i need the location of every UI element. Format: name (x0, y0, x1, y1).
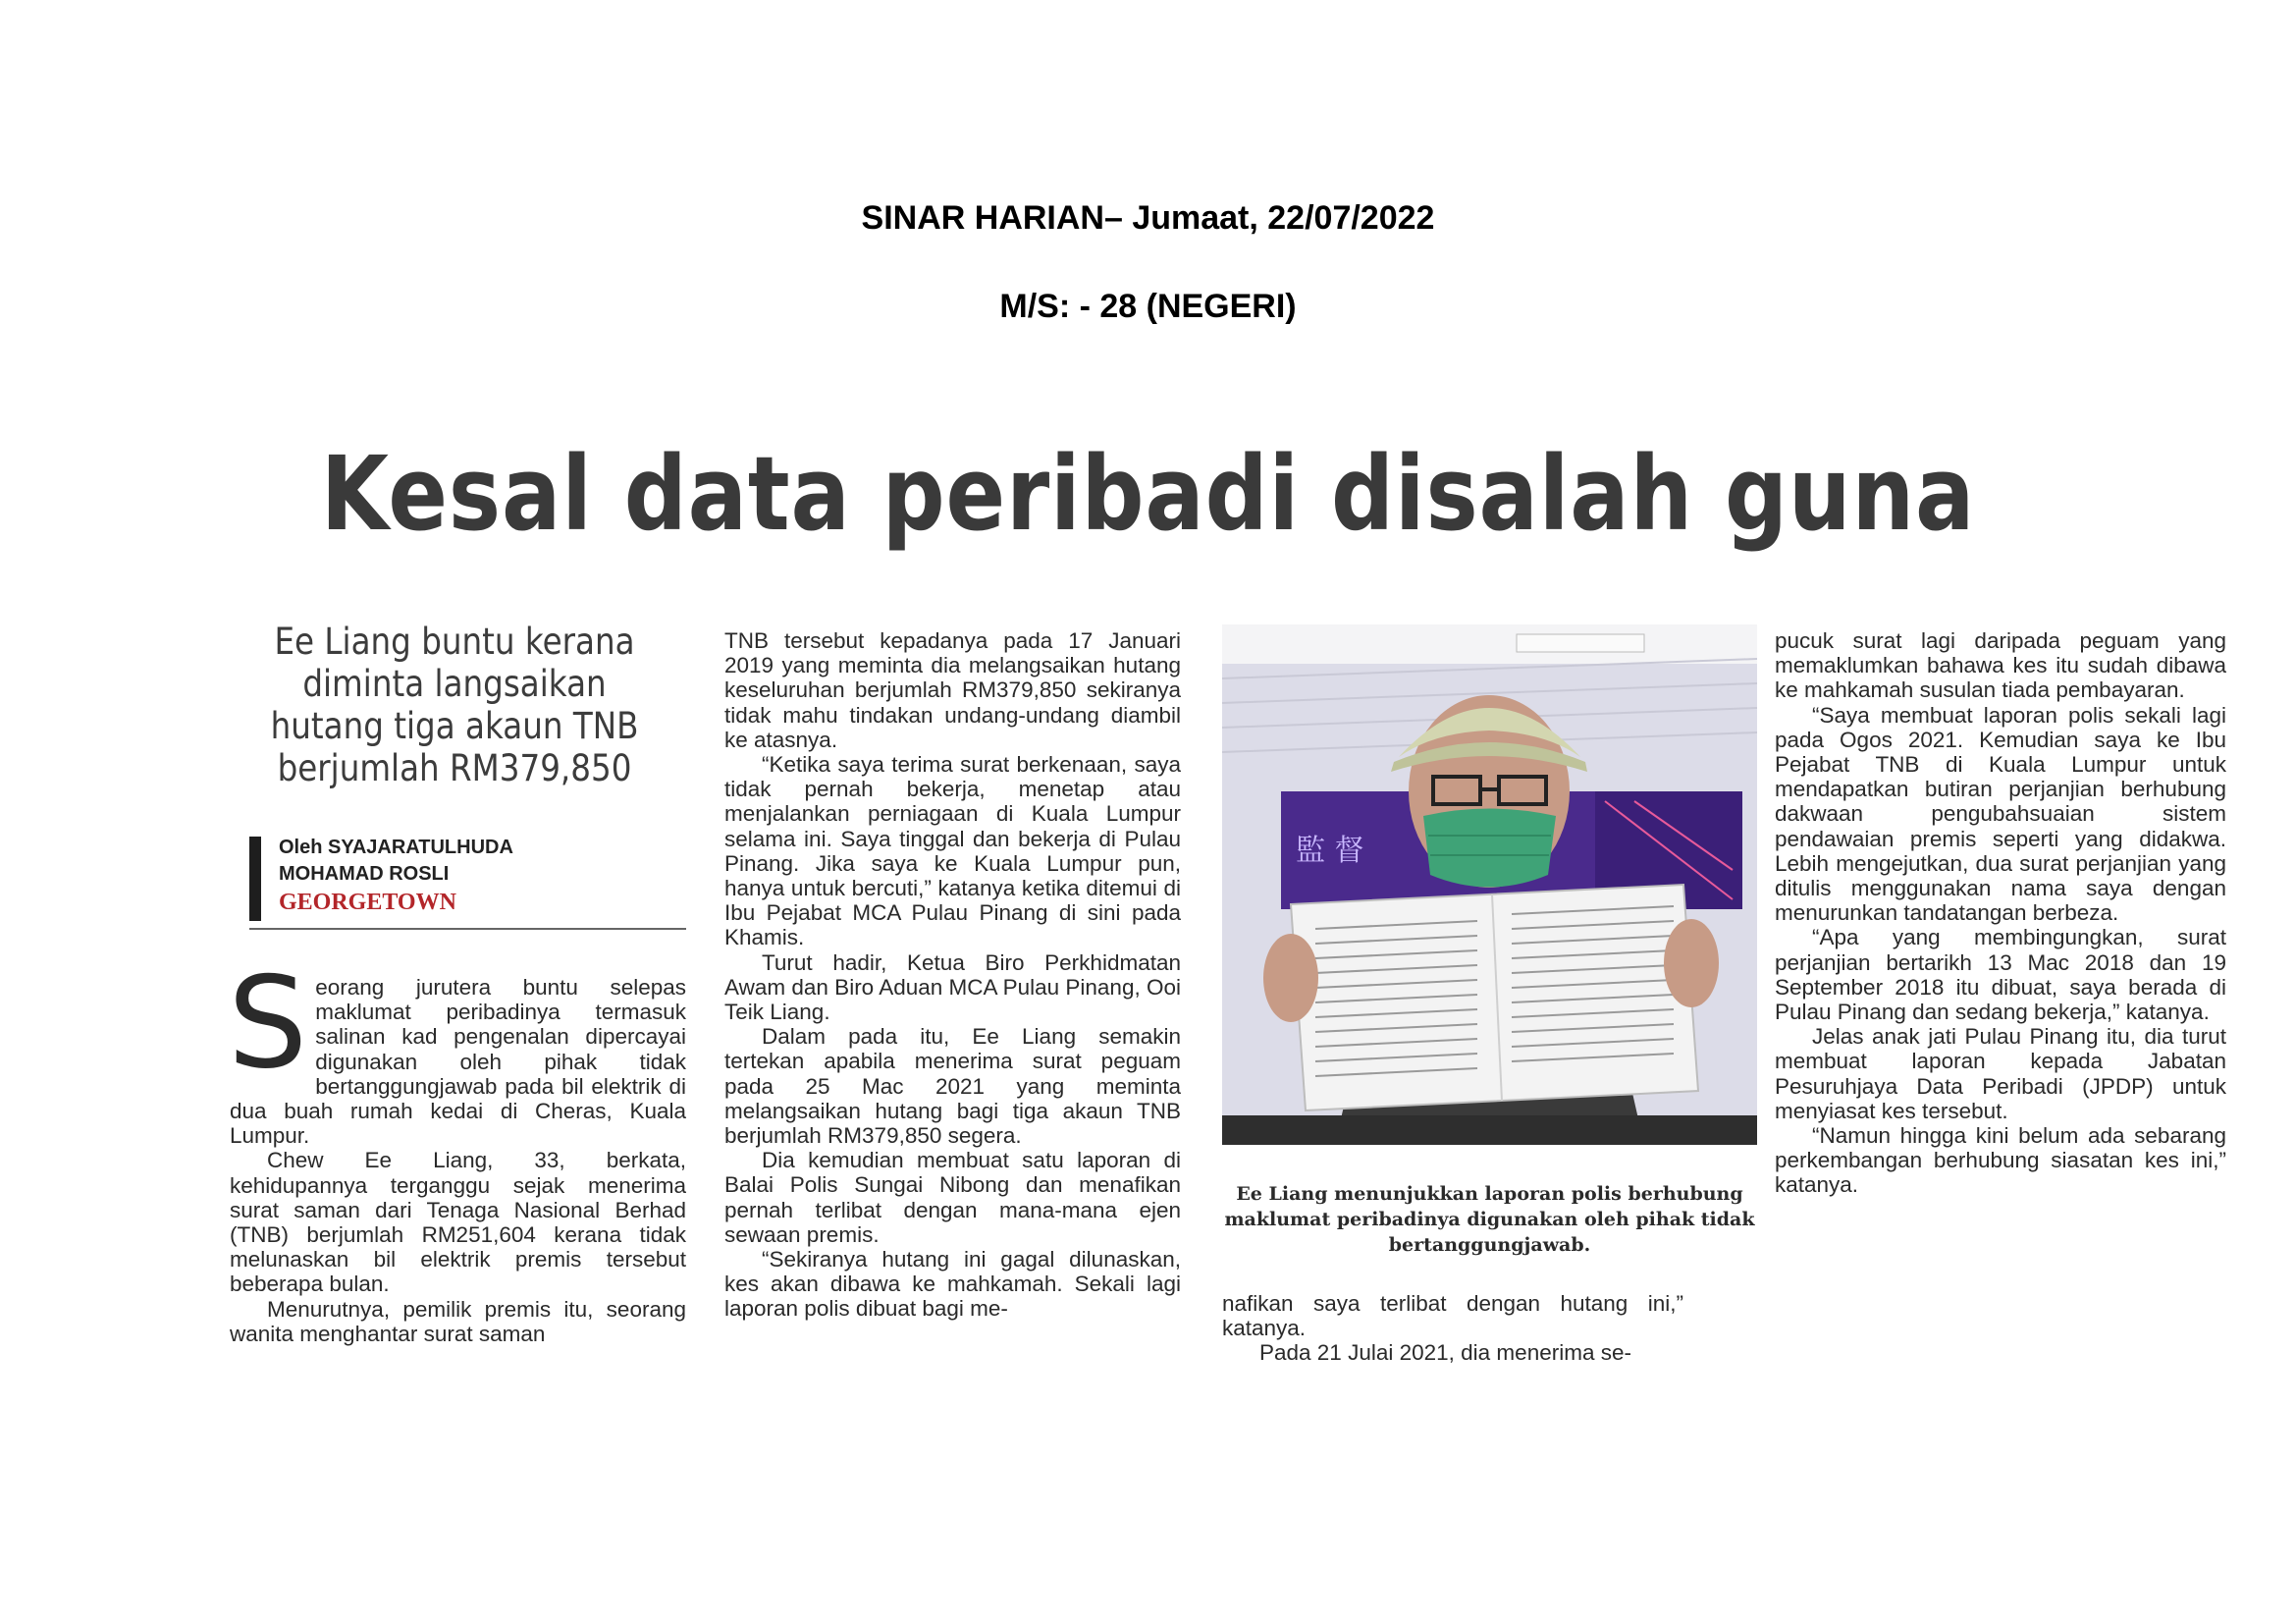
paragraph: “Apa yang membingungkan, surat perjanjian bertarikh 13 Mac 2018 dan 19 September 2018 itu dibuat, saya berada di Pulau Pinang dan sedang bekerja,” katanya. (1775, 925, 2226, 1025)
byline-author-line-2: MOHAMAD ROSLI (279, 863, 450, 885)
article-column-2 (724, 628, 1181, 1322)
paragraph: pucuk surat lagi daripada peguam yang memaklumkan bahawa kes itu sudah dibawa ke mahkamah susulan tiada pembayaran. (1775, 628, 2226, 703)
byline-divider (249, 928, 686, 930)
headline: Kesal data peribadi disalah guna (320, 434, 1976, 554)
news-photo (1222, 624, 1757, 1145)
paragraph: Turut hadir, Ketua Biro Perkhidmatan Awam dan Biro Aduan MCA Pulau Pinang, Ooi Teik Liang. (724, 949, 1181, 1025)
byline-author-line-1: Oleh SYAJARATULHUDA (279, 837, 513, 858)
photo-caption: Ee Liang menunjukkan laporan polis berhubung maklumat peribadinya digunakan oleh pihak tidak bertanggungjawab. (1224, 1183, 1755, 1256)
byline-dateline: GEORGETOWN (279, 890, 456, 915)
paragraph: TNB tersebut kepadanya pada 17 Januari 2019 yang meminta dia melangsaikan hutang keseluruhan berjumlah RM379,850 sekiranya tidak mahu tindakan undang-undang diambil ke atasnya. (724, 628, 1181, 752)
sign-characters: 監 督 (1296, 834, 1364, 868)
article-column-1 (228, 950, 686, 1346)
paragraph-lead-text: eorang jurutera buntu selepas maklumat peribadinya termasuk salinan kad pengenalan dipercayai digunakan oleh pihak tidak bertanggungjawab pada bil elektrik di dua buah rumah kedai di Cheras, Kuala Lumpur. (230, 975, 686, 1149)
paragraph: Pada 21 Julai 2021, dia menerima se- (1259, 1340, 1631, 1366)
article-column-4 (1775, 628, 2226, 1198)
deck: Ee Liang buntu kerana diminta langsaikan hutang tiga akaun TNB berjumlah RM379,850 (270, 621, 639, 789)
paragraph: “Namun hingga kini belum ada sebarang perkembangan berhubung siasatan kes ini,” katanya. (1775, 1123, 2226, 1198)
byline-author (279, 835, 671, 888)
clipping-header-page: M/S: - 28 (NEGERI) (999, 288, 1297, 325)
paragraph: Chew Ee Liang, 33, berkata, kehidupannya terganggu sejak menerima surat saman dari Tenaga Nasional Berhad (TNB) berjumlah RM251,604 kerana tidak melunaskan bil elektrik premis tersebut beberapa bulan. (230, 1148, 686, 1297)
paragraph: “Ketika saya terima surat berkenaan, saya tidak pernah bekerja, menetap atau menjalankan perniagaan di Kuala Lumpur selama ini. Saya tinggal dan bekerja di Pulau Pinang. Jika saya ke Kuala Lumpur pun, hanya untuk bercuti,” katanya ketika ditemui di Ibu Pejabat MCA Pulau Pinang di sini pada Khamis. (724, 752, 1181, 950)
paragraph-lead (228, 950, 686, 1149)
paragraph: nafikan saya terlibat dengan hutang ini,” katanya. (1222, 1291, 1683, 1341)
paragraph: Dia kemudian membuat satu laporan di Balai Polis Sungai Nibong dan menafikan pernah terlibat dengan mana-mana ejen sewaan premis. (724, 1148, 1181, 1247)
paragraph: “Saya membuat laporan polis sekali lagi pada Ogos 2021. Kemudian saya ke Ibu Pejabat TNB di Kuala Lumpur untuk mendapatkan butiran perjanjian berhubung dakwaan pengubahsuaian sistem pendawaian premis seperti yang didakwa. Lebih mengejutkan, dua surat perjanjian yang ditulis menggunakan nama saya dengan menurunkan tandatangan berbeza. (1775, 702, 2226, 926)
paragraph: Dalam pada itu, Ee Liang semakin tertekan apabila menerima surat peguam pada 25 Mac 2021 yang meminta melangsaikan hutang bagi tiga akaun TNB berjumlah RM379,850 segera. (724, 1024, 1181, 1149)
clipping-header-source: SINAR HARIAN– Jumaat, 22/07/2022 (861, 199, 1435, 237)
paragraph: Menurutnya, pemilik premis itu, seorang wanita menghantar surat saman (230, 1296, 686, 1346)
drop-cap: S (228, 950, 308, 1097)
byline-bar (249, 837, 261, 921)
paragraph: Jelas anak jati Pulau Pinang itu, dia turut membuat laporan kepada Jabatan Pesuruhjaya Data Peribadi (JPDP) untuk menyiasat kes tersebut. (1775, 1024, 2226, 1123)
article-column-3 (1222, 1291, 1683, 1366)
paragraph: “Sekiranya hutang ini gagal dilunaskan, kes akan dibawa ke mahkamah. Sekali lagi laporan polis dibuat bagi me- (724, 1247, 1181, 1322)
photo-illustration (1222, 624, 1757, 1145)
